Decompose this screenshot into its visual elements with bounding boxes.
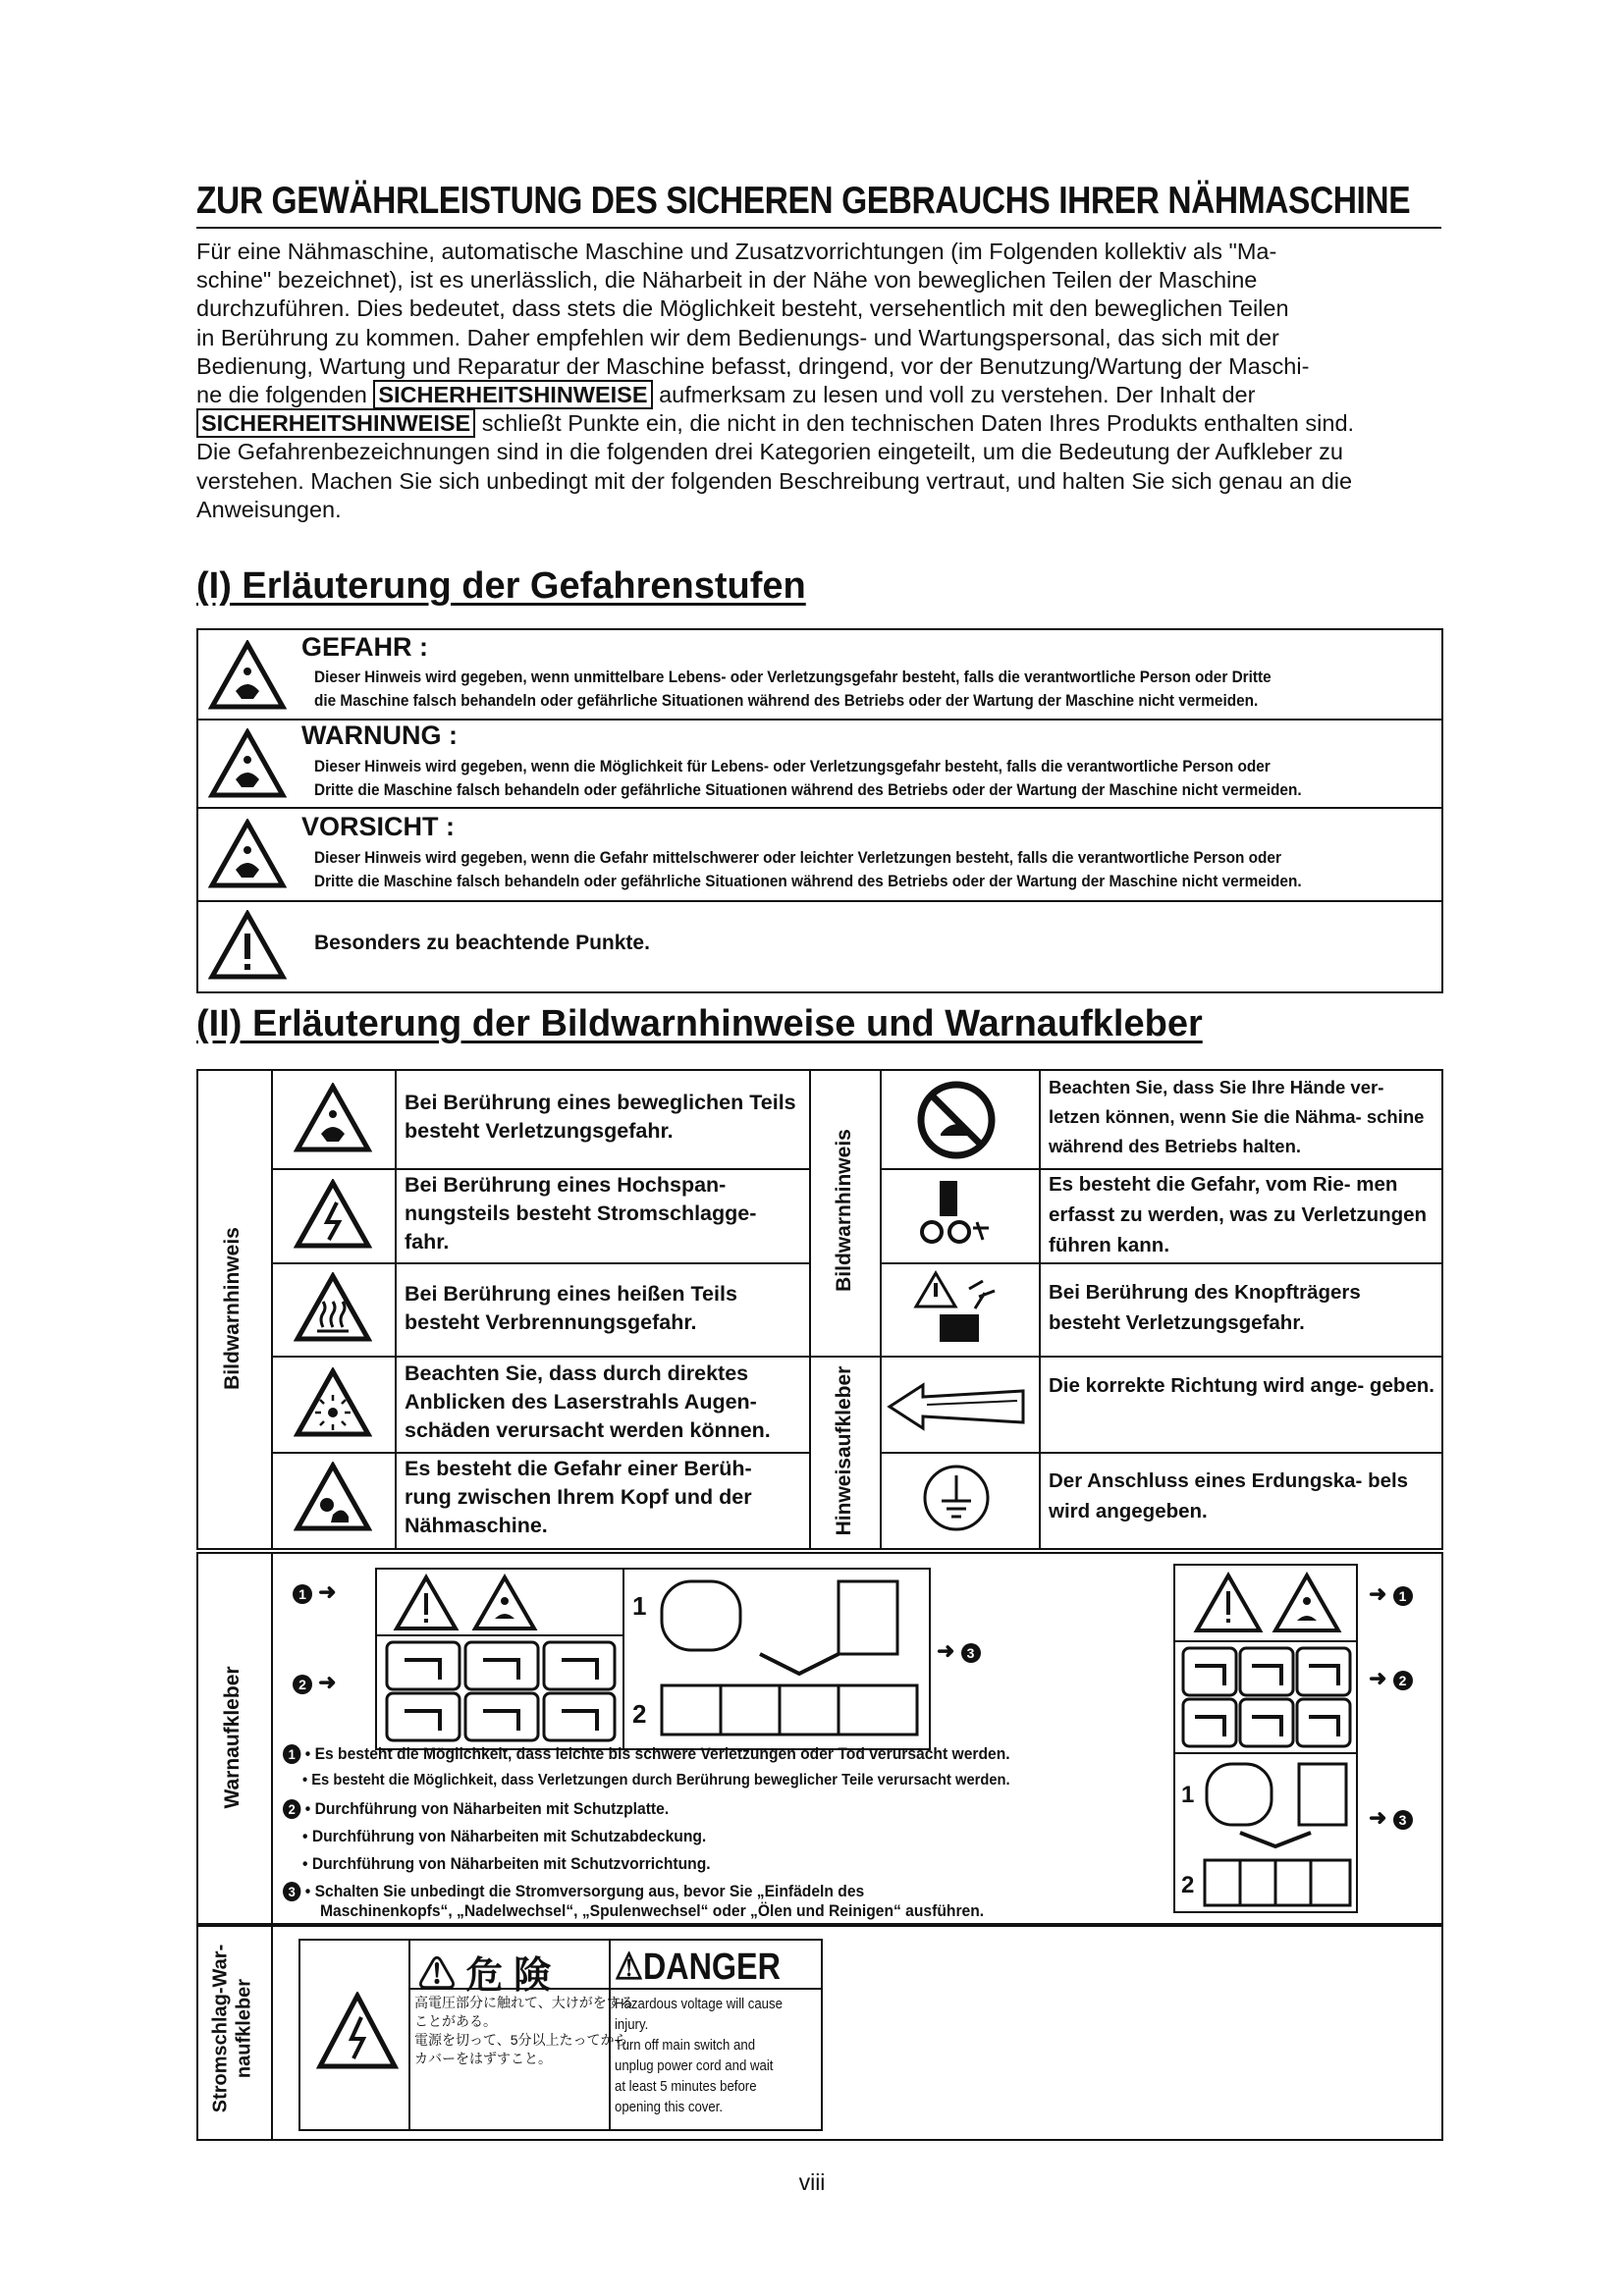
- laser-beam-icon: [294, 1367, 372, 1438]
- sticker-divider: [408, 1941, 410, 2129]
- section-heading-pictograms: (II) Erläuterung der Bildwarnhinweise und Warnaufkleber: [196, 1003, 1203, 1044]
- label-stromschlag-1: Stromschlag-War-: [209, 1944, 232, 2113]
- marker-2-left: 2 ➜: [293, 1670, 337, 1695]
- marker-3-right: ➜ 3: [1369, 1805, 1413, 1831]
- sticker-jp-line: 電源を切って、5分以上たってから: [414, 2032, 628, 2048]
- explanation-2: [283, 1799, 669, 1819]
- intro-line: Anweisungen.: [196, 496, 342, 522]
- hot-surface-icon: [294, 1272, 372, 1343]
- level-note-text: Besonders zu beachtende Punkte.: [314, 932, 650, 954]
- level-caution-desc: Dritte die Maschine falsch behandeln oder gefährliche Situationen während des Betriebs oder der Wartung der Maschine nicht vermeiden.: [314, 873, 1302, 890]
- sticker-divider: [1175, 1640, 1356, 1642]
- label-stromschlag-2: naufkleber: [233, 1978, 255, 2079]
- intro-paragraph: [196, 238, 1448, 524]
- marker-1: 1: [283, 1744, 300, 1764]
- explanation-3: [283, 1882, 864, 1901]
- sticker-power-off-steps-icon: [652, 1575, 927, 1744]
- sticker-warning-triangles-icon: [1191, 1572, 1344, 1636]
- explanation-text: • Durchführung von Näharbeiten mit Schutzplatte.: [304, 1799, 670, 1818]
- row-divider: [880, 1262, 1443, 1264]
- sticker-protective-devices-icons: [385, 1640, 617, 1742]
- title-underline: [196, 227, 1441, 229]
- sticker-step-1: 1: [1181, 1782, 1195, 1808]
- caution-hand-icon: [208, 819, 287, 889]
- sticker-step-2: 2: [632, 1699, 647, 1729]
- ground-earth-icon: [920, 1462, 993, 1534]
- sticker-power-off-steps-icon: [1201, 1758, 1354, 1909]
- marker-1: 1: [293, 1584, 312, 1604]
- marker-2: 2: [1393, 1671, 1413, 1690]
- marker-1-left: 1 ➜: [293, 1579, 337, 1605]
- marker-2-right: ➜ 2: [1369, 1666, 1413, 1691]
- marker-3: 3: [961, 1643, 981, 1663]
- warning-sticker-table: [196, 1552, 1443, 1925]
- sticker-en-line: unplug power cord and wait: [615, 2057, 774, 2074]
- pictogram-desc-right: Beachten Sie, dass Sie Ihre Hände ver- letzen können, wenn Sie die Nähma- schine während des Betriebs halten.: [1049, 1077, 1425, 1156]
- intro-line: Die Gefahrenbezeichnungen sind in die folgenden drei Kategorien eingeteilt, um die Bedeutung der Aufkleber zu: [196, 439, 1343, 465]
- col-divider: [271, 1071, 273, 1548]
- row-divider: [880, 1452, 1443, 1454]
- col-divider: [880, 1071, 882, 1548]
- marker-2: 2: [293, 1675, 312, 1694]
- no-hands-prohibition-icon: [915, 1079, 998, 1161]
- safety-instructions-box: SICHERHEITSHINWEISE: [373, 380, 652, 409]
- high-voltage-icon: [316, 1992, 399, 2070]
- pictogram-desc-right: Der Anschluss eines Erdungska- bels wird angegeben.: [1049, 1469, 1409, 1522]
- marker-3-wide: ➜ 3: [937, 1638, 981, 1664]
- warning-sticker-wide: [375, 1568, 931, 1750]
- label-bildwarnhinweis: Bildwarnhinweis: [221, 1227, 244, 1390]
- sticker-divider: [623, 1570, 624, 1748]
- marker-1-right: ➜ 1: [1369, 1581, 1413, 1607]
- col-divider: [395, 1071, 397, 1548]
- explanation-2b: • Durchführung von Näharbeiten mit Schutzabdeckung.: [302, 1827, 707, 1845]
- col-divider: [1039, 1071, 1041, 1548]
- label-hinweisaufkleber: Hinweisaufkleber: [833, 1365, 855, 1536]
- marker-3: 3: [1393, 1810, 1413, 1830]
- level-danger-desc: die Maschine falsch behandeln oder gefährliche Situationen während des Betriebs oder der Wartung der Maschine nicht vermeiden.: [314, 692, 1259, 710]
- level-caution-desc: Dieser Hinweis wird gegeben, wenn die Gefahr mittelschwerer oder leichter Verletzungen besteht, falls die verantwortliche Person oder: [314, 849, 1281, 867]
- explanation-1b: • Es besteht die Möglichkeit, dass Verletzungen durch Berührung beweglicher Teile verursacht werden.: [302, 1772, 1010, 1789]
- danger-sticker: [298, 1939, 823, 2131]
- label-warnaufkleber: Warnaufkleber: [221, 1666, 244, 1809]
- direction-arrow-icon: [884, 1377, 1031, 1436]
- attention-exclamation-icon: [208, 910, 287, 981]
- intro-line: durchzuführen. Dies bedeutet, dass stets die Möglichkeit besteht, versehentlich mit den beweglichen Teilen: [196, 295, 1289, 322]
- intro-line: Für eine Nähmaschine, automatische Maschine und Zusatzvorrichtungen (im Folgenden kollektiv als "Ma-: [196, 239, 1277, 264]
- row-divider: [271, 1168, 809, 1170]
- row-divider: [271, 1452, 809, 1454]
- pictogram-desc: Es besteht die Gefahr einer Berüh- rung zwischen Ihrem Kopf und der Nähmaschine.: [405, 1457, 752, 1537]
- row-divider: [809, 1356, 1443, 1358]
- sticker-step-1: 1: [632, 1591, 647, 1621]
- level-danger-desc: Dieser Hinweis wird gegeben, wenn unmittelbare Lebens- oder Verletzungsgefahr besteht, falls die verantwortliche Person oder Dritte: [314, 668, 1272, 686]
- head-collision-icon: [294, 1462, 372, 1532]
- row-divider: [198, 900, 1441, 902]
- sticker-jp-text: [414, 1994, 634, 2068]
- sticker-en-title: ⚠DANGER: [615, 1947, 781, 1988]
- col-divider: [271, 1927, 273, 2139]
- level-caution-title: VORSICHT :: [301, 812, 456, 841]
- pictogram-desc-right: Bei Berührung des Knopfträgers besteht Verletzungsgefahr.: [1049, 1281, 1361, 1334]
- level-danger-title: GEFAHR :: [301, 632, 429, 662]
- intro-line: in Berührung zu kommen. Daher empfehlen wir dem Bedienungs- und Wartungspersonal, das sich mit der: [196, 324, 1279, 350]
- intro-text: schließt Punkte ein, die nicht in den technischen Daten Ihres Produkts enthalten sind.: [481, 410, 1355, 437]
- warning-sticker-tall: [1173, 1564, 1358, 1913]
- intro-line: schine" bezeichnet), ist es unerlässlich, die Näharbeit in der Nähe von beweglichen Teilen der Maschine: [196, 267, 1258, 294]
- intro-line: Bedienung, Wartung und Reparatur der Maschine befasst, dringend, vor der Benutzung/Wartung der Maschi-: [196, 352, 1310, 379]
- marker-2: 2: [283, 1799, 300, 1819]
- intro-text: ne die folgenden: [196, 382, 367, 408]
- row-divider: [271, 1262, 809, 1264]
- sticker-divider: [377, 1634, 623, 1636]
- pictogram-desc: Bei Berührung eines heißen Teils besteht Verbrennungsgefahr.: [405, 1282, 737, 1334]
- pictogram-desc: Bei Berührung eines beweglichen Teils besteht Verletzungsgefahr.: [405, 1091, 796, 1143]
- danger-hand-warning-icon: [208, 640, 287, 711]
- belt-entanglement-icon: [912, 1175, 1001, 1257]
- level-warning-desc: Dritte die Maschine falsch behandeln oder gefährliche Situationen während des Betriebs oder der Wartung der Maschine nicht vermeiden.: [314, 781, 1302, 799]
- pictogram-desc-right: Die korrekte Richtung wird ange- geben.: [1049, 1374, 1435, 1397]
- explanation-2c: • Durchführung von Näharbeiten mit Schutzvorrichtung.: [302, 1854, 711, 1873]
- sticker-jp-title: ⚠ 危 険: [418, 1955, 552, 1997]
- label-bildwarnhinweis-right: Bildwarnhinweis: [833, 1129, 855, 1292]
- intro-line: verstehen. Machen Sie sich unbedingt mit der folgenden Beschreibung vertraut, und halten Sie sich genau an die: [196, 467, 1353, 494]
- explanation-text: • Schalten Sie unbedingt die Stromversorgung aus, bevor Sie „Einfädeln des: [304, 1882, 865, 1900]
- sticker-protective-devices-icons: [1181, 1646, 1352, 1748]
- explanation-1: [283, 1744, 1010, 1764]
- pictogram-table: [196, 1069, 1443, 1550]
- level-warning-desc: Dieser Hinweis wird gegeben, wenn die Möglichkeit für Lebens- oder Verletzungsgefahr besteht, falls die verantwortliche Person oder: [314, 758, 1271, 775]
- intro-text: aufmerksam zu lesen und voll zu verstehen. Der Inhalt der: [659, 382, 1256, 408]
- section-heading-hazard-levels: (I) Erläuterung der Gefahrenstufen: [196, 565, 806, 607]
- marker-1: 1: [1393, 1586, 1413, 1606]
- level-warning-title: WARNUNG :: [301, 721, 458, 750]
- sticker-jp-line: ことがある。: [414, 2013, 497, 2029]
- sticker-divider: [1175, 1752, 1356, 1754]
- page-number: viii: [798, 2169, 826, 2195]
- pictogram-desc-right: Es besteht die Gefahr, vom Rie- men erfasst zu werden, was zu Verletzungen führen kann.: [1049, 1173, 1428, 1256]
- sticker-jp-line: カバーをはずすこと。: [414, 2051, 552, 2066]
- safety-instructions-box: SICHERHEITSHINWEISE: [196, 408, 475, 438]
- sticker-en-line: opening this cover.: [615, 2099, 724, 2115]
- moving-part-hand-icon: [294, 1083, 372, 1153]
- sticker-step-2: 2: [1181, 1872, 1195, 1898]
- pictogram-desc: Bei Berührung eines Hochspan- nungsteils besteht Stromschlagge- fahr.: [405, 1173, 757, 1254]
- page-title: ZUR GEWÄHRLEISTUNG DES SICHEREN GEBRAUCHS IHRER NÄHMASCHINE: [196, 180, 1411, 222]
- high-voltage-icon: [294, 1179, 372, 1250]
- sticker-en-line: Turn off main switch and: [615, 2037, 756, 2054]
- electric-shock-sticker-table: [196, 1925, 1443, 2141]
- pictogram-desc: Beachten Sie, dass durch direktes Anblicken des Laserstrahls Augen- schäden verursacht werden können.: [405, 1362, 771, 1442]
- warning-hand-icon: [208, 728, 287, 799]
- row-divider: [271, 1356, 809, 1358]
- row-divider: [198, 807, 1441, 809]
- sticker-warning-triangles-icon: [387, 1574, 544, 1632]
- sticker-en-line: injury.: [615, 2016, 649, 2033]
- sticker-jp-line: 高電圧部分に触れて、大けがをする: [414, 1995, 634, 2010]
- marker-3: 3: [283, 1882, 300, 1901]
- sticker-en-line: Hazardous voltage will cause: [615, 1996, 783, 2012]
- hazard-levels-table: [196, 628, 1443, 993]
- explanation-text: • Es besteht die Möglichkeit, dass leichte bis schwere Verletzungen oder Tod verursacht werden.: [304, 1744, 1010, 1763]
- col-divider: [271, 1554, 273, 1923]
- sticker-en-text: [615, 1994, 783, 2117]
- col-divider: [809, 1071, 811, 1548]
- button-holder-icon: [910, 1269, 1008, 1352]
- explanation-3b: Maschinenkopfs“, „Nadelwechsel“, „Spulenwechsel“ oder „Ölen und Reinigen“ ausführen.: [320, 1901, 985, 1920]
- sticker-en-line: at least 5 minutes before: [615, 2078, 757, 2095]
